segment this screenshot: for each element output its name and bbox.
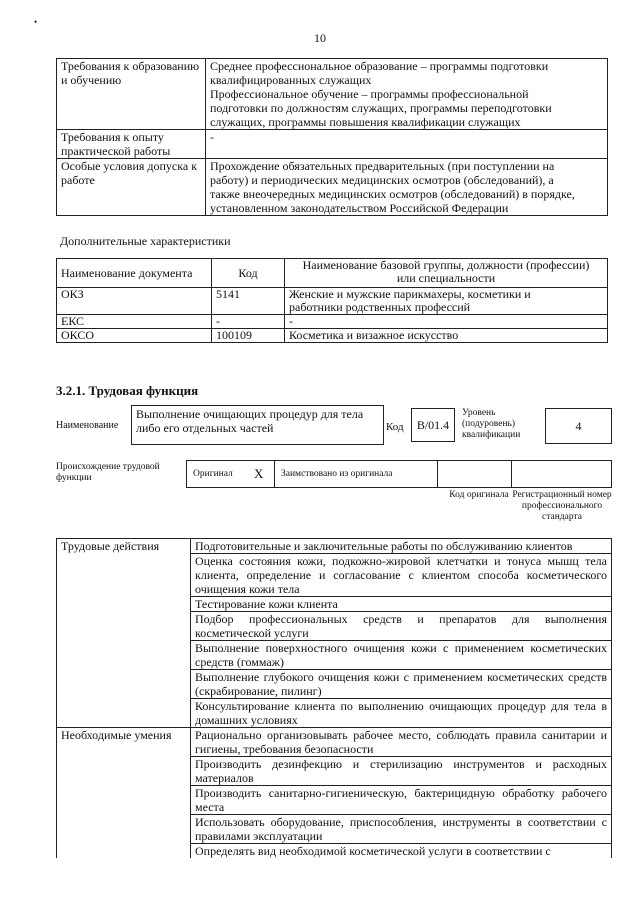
- origin-label: Происхождение трудовой функции: [56, 462, 160, 483]
- value-line: работу) и периодических медицинских осмотров (обследований), а: [210, 173, 554, 187]
- code-value: B/01.4: [411, 408, 455, 442]
- column-header: Наименование базовой группы, должности (профессии) или специальности: [285, 259, 608, 288]
- labor-action-item: Подбор профессиональных средств и препаратов для выполнения косметической услуги: [191, 612, 612, 641]
- column-header: Код: [212, 259, 285, 288]
- labor-action-item: Подготовительные и заключительные работы по обслуживанию клиентов: [191, 539, 612, 554]
- table-cell: ОКЗ: [57, 288, 212, 315]
- value-line: подготовки по должностям служащих, программы переподготовки: [210, 101, 552, 115]
- requirements-label: Требования к опыту практической работы: [57, 130, 206, 159]
- requirements-value: [206, 159, 608, 216]
- skill-item: Использовать оборудование, приспособления, инструменты в соответствии с правилами эксплуатации: [191, 815, 612, 844]
- function-name-value: Выполнение очищающих процедур для тела либо его отдельных частей: [131, 405, 384, 445]
- additional-table: [56, 258, 608, 343]
- table-header-row: [57, 259, 608, 288]
- origin-code-caption: Код оригинала: [449, 490, 509, 500]
- labor-actions-label: Трудовые действия: [57, 539, 191, 728]
- borrowed-label: Заимствовано из оригинала: [281, 469, 393, 479]
- table-cell: Женские и мужские парикмахеры, косметики и работники родственных профессий: [285, 288, 608, 315]
- table-cell: 100109: [212, 329, 285, 343]
- requirements-value: [206, 130, 608, 159]
- labor-action-item: Тестирование кожи клиента: [191, 597, 612, 612]
- value-line: квалифицированных служащих: [210, 73, 372, 87]
- table-cell: ОКСО: [57, 329, 212, 343]
- reg-number-caption: Регистрационный номер профессионального стандарта: [512, 490, 612, 522]
- labor-action-item: Выполнение поверхностного очищения кожи с применением косметических средств (гоммаж): [191, 641, 612, 670]
- table-cell: -: [212, 315, 285, 329]
- table-cell: ЕКС: [57, 315, 212, 329]
- table-row: [57, 288, 608, 315]
- table-row: [57, 315, 608, 329]
- table-row: [57, 539, 612, 554]
- stray-mark: •: [34, 17, 38, 27]
- page-number: 10: [314, 31, 326, 45]
- code-label: Код: [386, 421, 404, 433]
- skill-item: Производить дезинфекцию и стерилизацию инструментов и расходных материалов: [191, 757, 612, 786]
- labor-action-item: Выполнение глубокого очищения кожи с применением косметических средств (скрабирование, пилинг): [191, 670, 612, 699]
- table-cell: Косметика и визажное искусство: [285, 329, 608, 343]
- value-line: Прохождение обязательных предварительных (при поступлении на: [210, 159, 555, 173]
- divider: [437, 461, 438, 487]
- function-details-table: [56, 538, 612, 858]
- value-line: служащих, программы повышения квалификации служащих: [210, 115, 521, 129]
- divider: [511, 461, 512, 487]
- value-line: установленном законодательством Российской Федерации: [210, 201, 509, 215]
- table-row: [57, 728, 612, 757]
- value-line: Среднее профессиональное образование – программы подготовки: [210, 59, 549, 73]
- requirements-label: Требования к образованию и обучению: [57, 59, 206, 130]
- skill-item: Рационально организовывать рабочее место, соблюдать правила санитарии и гигиены, требования безопасности: [191, 728, 612, 757]
- labor-action-item: Консультирование клиента по выполнению очищающих процедур для тела в домашних условиях: [191, 699, 612, 728]
- function-heading: 3.2.1. Трудовая функция: [56, 383, 199, 398]
- table-row: [57, 59, 608, 130]
- skills-label: Необходимые умения: [57, 728, 191, 859]
- original-label: Оригинал: [193, 469, 233, 479]
- labor-action-item: Оценка состояния кожи, подкожно-жировой клетчатки и тонуса мышц тела клиента, определение и согласование с клиентом способа косметического очищения кожи тела: [191, 554, 612, 597]
- origin-box: [186, 460, 612, 488]
- table-cell: -: [285, 315, 608, 329]
- level-label: Уровень (подуровень) квалификации: [462, 408, 521, 440]
- level-value: 4: [545, 408, 612, 444]
- skill-item: Определять вид необходимой косметической услуги в соответствии с: [191, 844, 612, 859]
- column-header: Наименование документа: [57, 259, 212, 288]
- value-line: -: [210, 130, 214, 144]
- table-row: [57, 130, 608, 159]
- name-label: Наименование: [56, 420, 119, 431]
- table-row: [57, 159, 608, 216]
- skill-item: Производить санитарно-гигиеническую, бактерицидную обработку рабочего места: [191, 786, 612, 815]
- requirements-value: [206, 59, 608, 130]
- table-row: [57, 329, 608, 343]
- requirements-table: [56, 58, 608, 216]
- requirements-label: Особые условия допуска к работе: [57, 159, 206, 216]
- value-line: Профессиональное обучение – программы профессиональной: [210, 87, 529, 101]
- value-line: также внеочередных медицинских осмотров (обследований) в порядке,: [210, 187, 575, 201]
- table-cell: 5141: [212, 288, 285, 315]
- divider: [274, 461, 275, 487]
- additional-title: Дополнительные характеристики: [60, 234, 231, 248]
- original-mark: X: [254, 466, 264, 481]
